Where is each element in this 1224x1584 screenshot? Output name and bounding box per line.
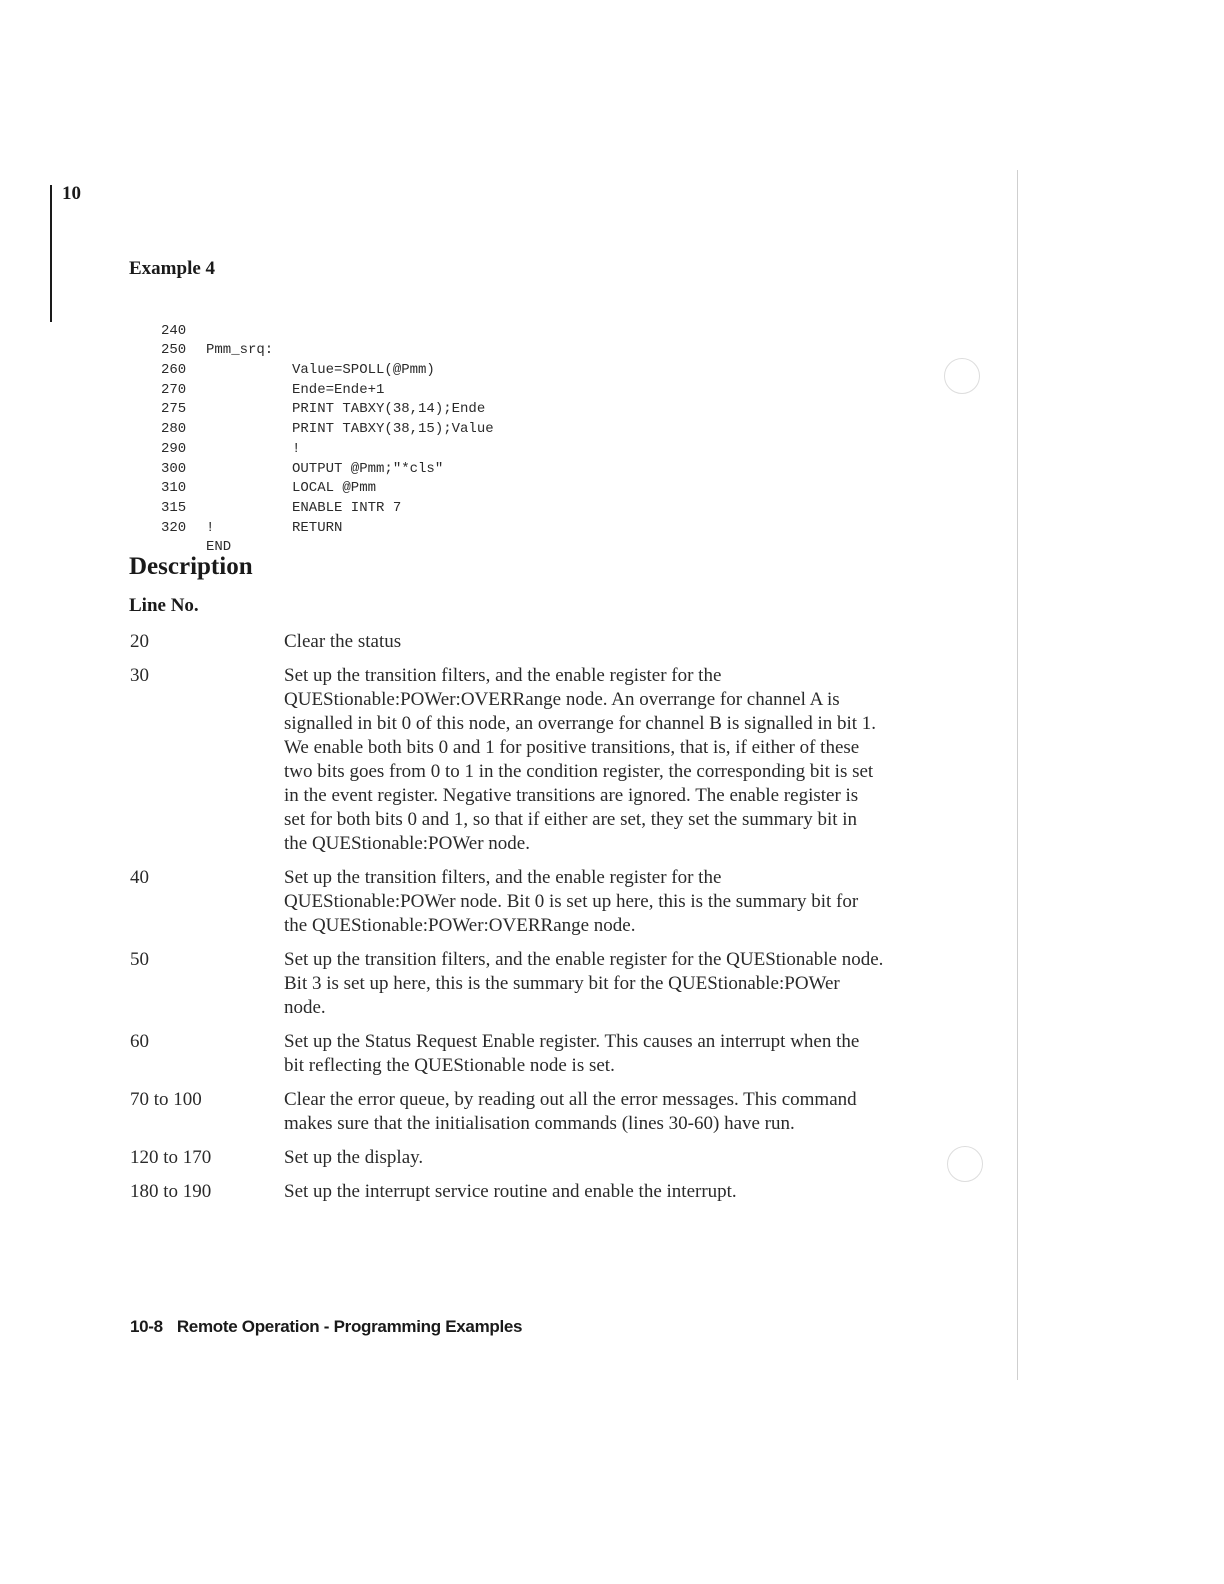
- description-text: Set up the interrupt service routine and enable the interrupt.: [284, 1181, 737, 1202]
- description-table: [130, 630, 890, 1214]
- example-title: Example 4: [129, 258, 216, 279]
- code-line-number: 280: [161, 421, 187, 438]
- description-row: [130, 664, 890, 856]
- code-statement: Value=SPOLL(@Pmm): [292, 362, 435, 379]
- description-text: Clear the status: [284, 631, 402, 652]
- footer-page-number: 10-8: [130, 1317, 163, 1336]
- code-statement: !: [292, 440, 301, 457]
- code-line-number: 320: [161, 519, 187, 536]
- description-text: Set up the transition filters, and the enable register for the QUEStionable node. Bit 3 is set up here, this is the summary bit for the QUEStionable:POWer node.: [284, 949, 884, 1018]
- description-row: [130, 1180, 890, 1204]
- code-statement: LOCAL @Pmm: [292, 480, 377, 497]
- footer-title: Remote Operation - Programming Examples: [176, 1317, 523, 1336]
- code-line-number: 290: [161, 440, 187, 457]
- description-line-number: 30: [130, 665, 149, 686]
- code-line-number: 240: [161, 322, 187, 339]
- code-listing: [161, 302, 494, 556]
- description-line-number: 70 to 100: [130, 1089, 202, 1110]
- code-statement: OUTPUT @Pmm;"*cls": [292, 460, 444, 477]
- description-text: Set up the transition filters, and the enable register for the QUEStionable:POWer:OVERRange node. An overrange for channel A is signalled in bit 0 of this node, an overrange for channel B is signalled in bit 1. We enable both bits 0 and 1 for positive transitions, that is, if either of these two bits goes from 0 to 1 in the condition register, the corresponding bit is set in the event register. Negative transitions are ignored. The enable register is set for both bits 0 and 1, so that if either are set, they set the summary bit in the QUEStionable:POWer node.: [284, 665, 877, 854]
- chapter-marker-bar: [50, 185, 52, 322]
- code-label: !: [206, 519, 215, 536]
- punch-hole-icon: [947, 1146, 983, 1182]
- code-label: END: [206, 539, 232, 556]
- description-line-number: 40: [130, 867, 149, 888]
- description-text: Set up the transition filters, and the enable register for the QUEStionable:POWer node. Bit 0 is set up here, this is the summary bit for the QUEStionable:POWer:OVERRange node.: [284, 867, 859, 936]
- description-text: Clear the error queue, by reading out all the error messages. This command makes sure that the initialisation commands (lines 30-60) have run.: [284, 1089, 857, 1134]
- code-line-number: 310: [161, 480, 187, 497]
- code-line-number: 300: [161, 460, 187, 477]
- page-footer: [130, 1317, 522, 1337]
- code-line-number: 250: [161, 342, 187, 359]
- description-line-number: 20: [130, 631, 149, 652]
- code-line-number: 270: [161, 381, 187, 398]
- description-row: [130, 948, 890, 1020]
- chapter-number: 10: [62, 183, 81, 204]
- punch-hole-icon: [944, 358, 980, 394]
- code-line-number: 315: [161, 499, 187, 516]
- description-line-number: 120 to 170: [130, 1147, 212, 1168]
- description-row: [130, 866, 890, 938]
- line-number-heading: Line No.: [129, 595, 199, 616]
- description-row: [130, 1030, 890, 1078]
- description-row: [130, 1146, 890, 1170]
- code-line-number: 275: [161, 401, 187, 418]
- section-heading: Description: [129, 553, 253, 580]
- description-text: Set up the display.: [284, 1147, 424, 1168]
- code-label: Pmm_srq:: [206, 342, 274, 359]
- code-statement: PRINT TABXY(38,14);Ende: [292, 401, 486, 418]
- code-statement: PRINT TABXY(38,15);Value: [292, 421, 494, 438]
- description-line-number: 180 to 190: [130, 1181, 212, 1202]
- code-statement: ENABLE INTR 7: [292, 499, 402, 516]
- code-statement: Ende=Ende+1: [292, 381, 385, 398]
- code-line-number: 260: [161, 362, 187, 379]
- description-line-number: 60: [130, 1031, 149, 1052]
- description-text: Set up the Status Request Enable register. This causes an interrupt when the bit reflecting the QUEStionable node is set.: [284, 1031, 860, 1076]
- description-line-number: 50: [130, 949, 149, 970]
- description-row: [130, 1088, 890, 1136]
- page-edge-line: [1017, 170, 1018, 1380]
- code-statement: RETURN: [292, 519, 343, 536]
- description-row: [130, 630, 890, 654]
- code-line: [161, 499, 232, 556]
